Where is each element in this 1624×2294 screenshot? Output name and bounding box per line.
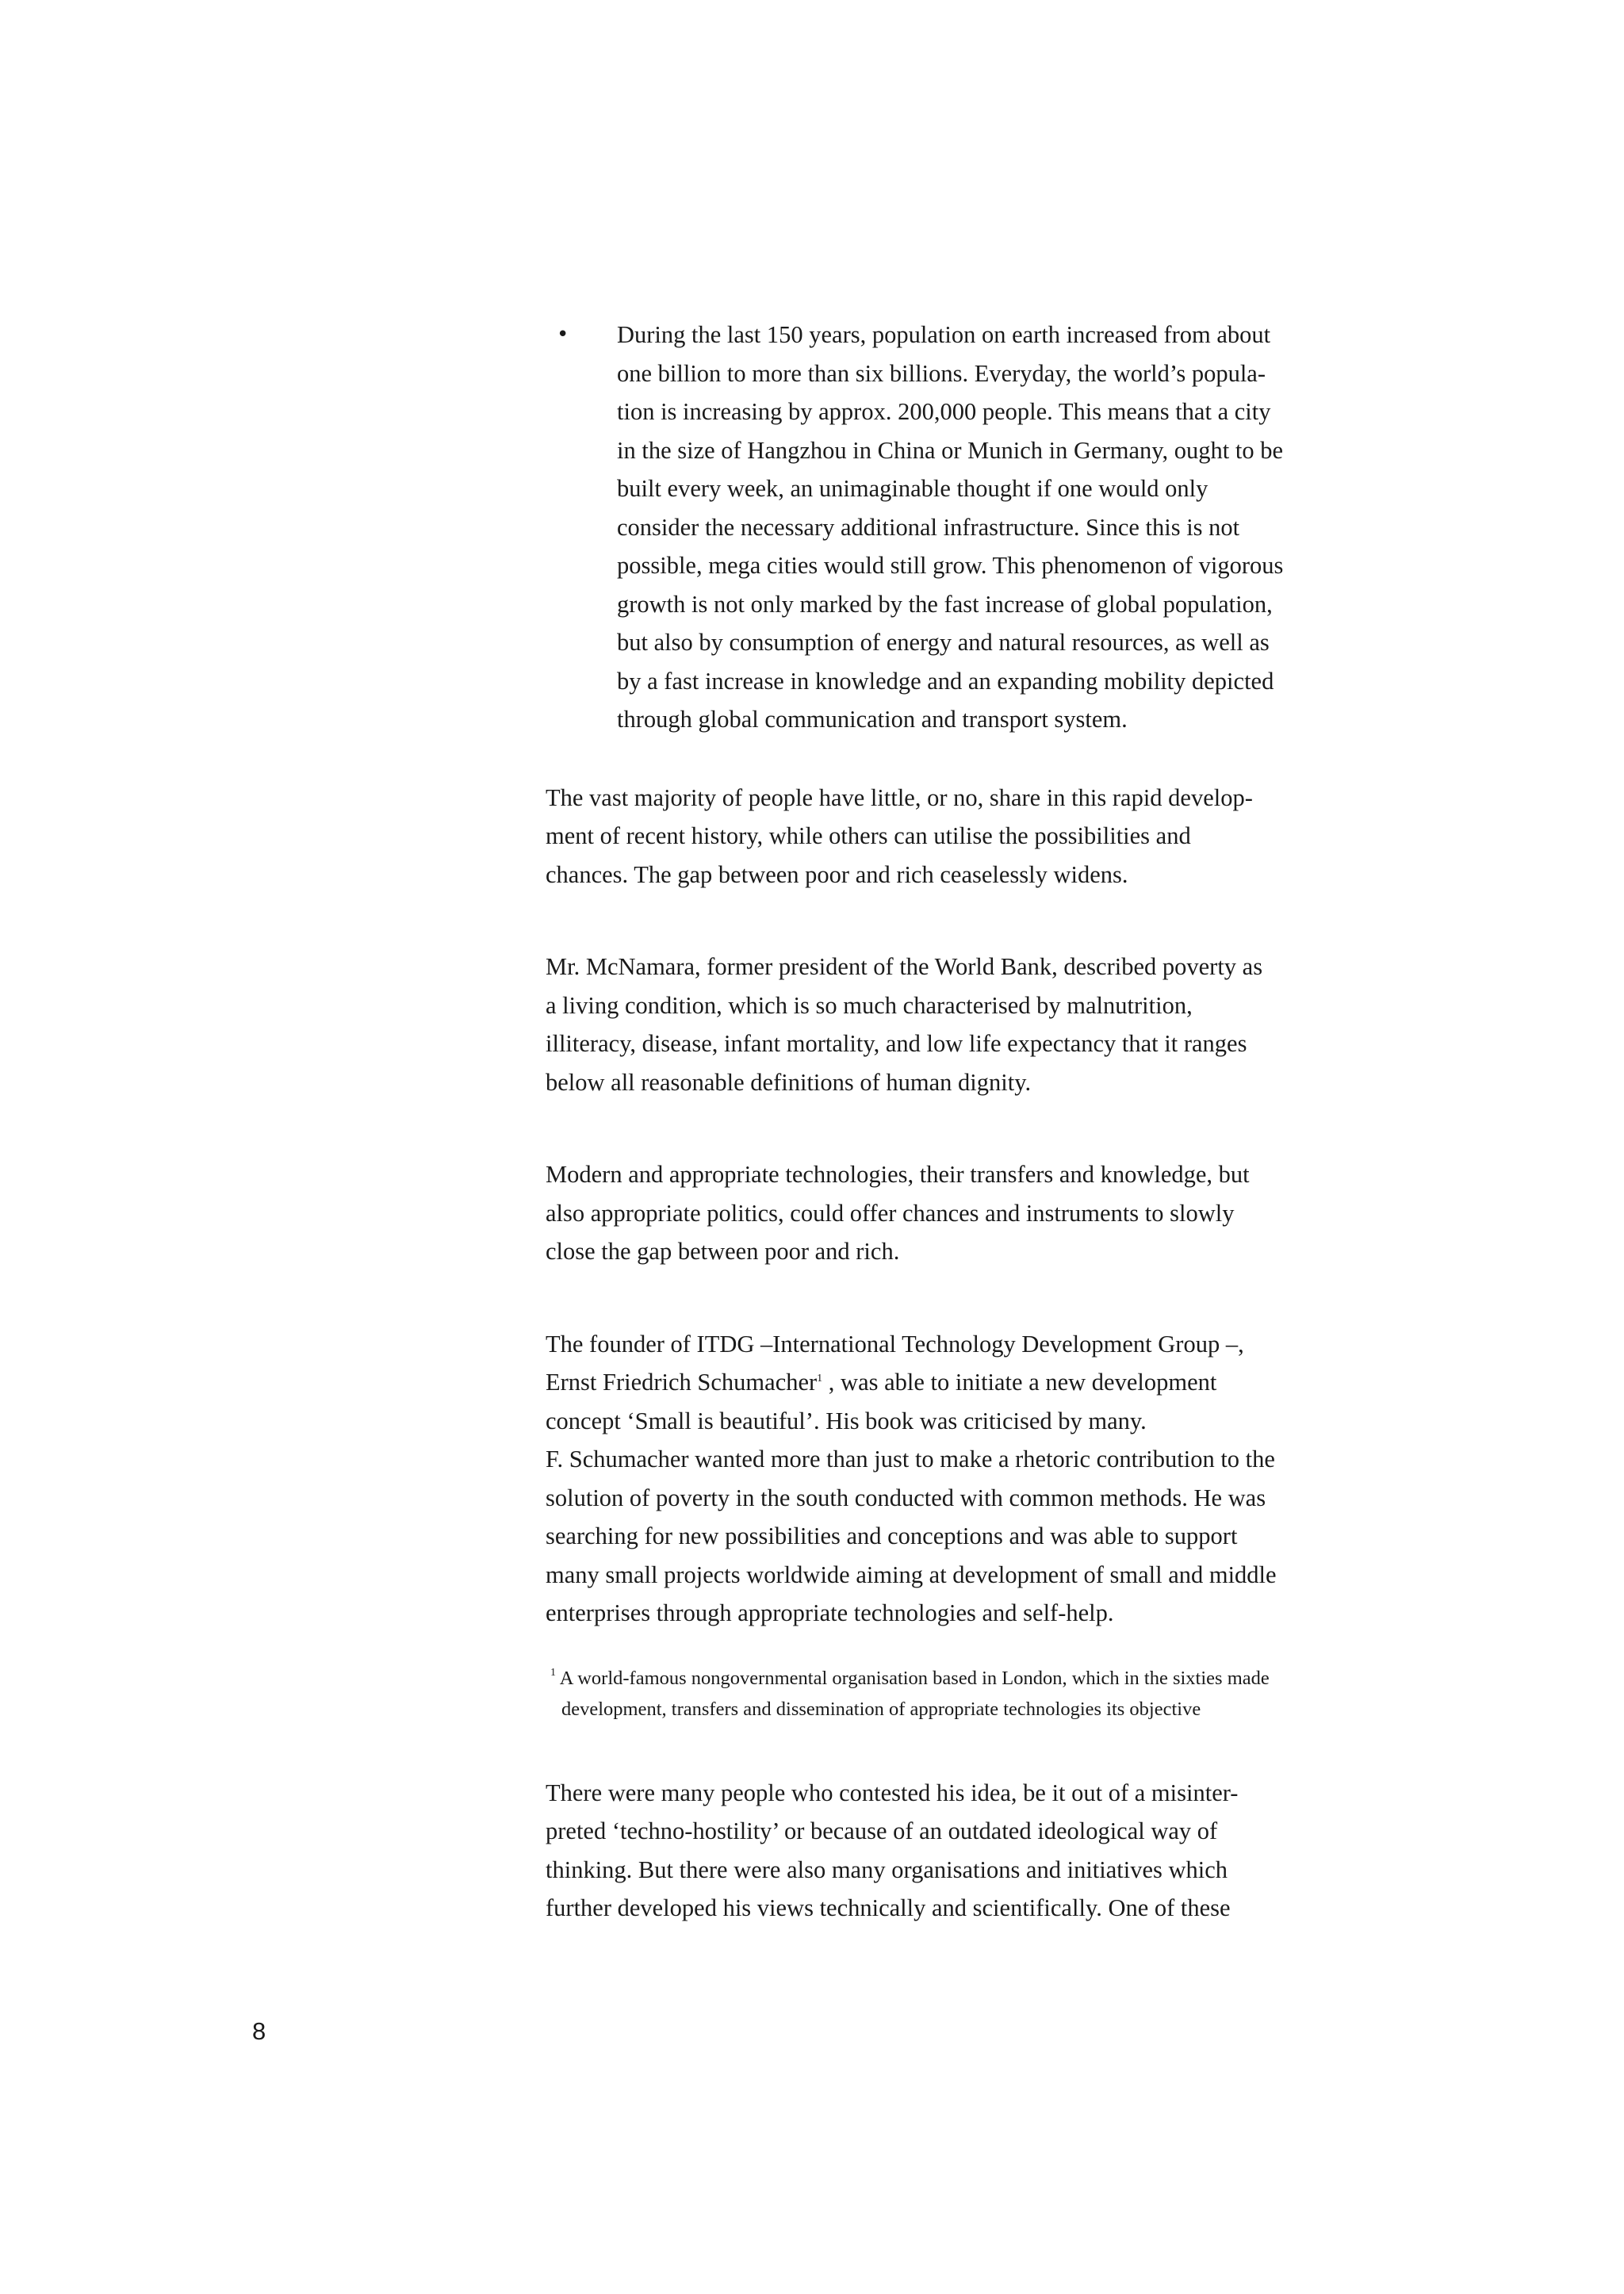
text-line: possible, mega cities would still grow. This phenomenon of vigorous [617, 552, 1284, 579]
text-line: ment of recent history, while others can utilise the possibilities and [546, 822, 1191, 849]
text-line: by a fast increase in knowledge and an expanding mobility depicted [617, 667, 1274, 695]
paragraph-schumacher [546, 1325, 1386, 1633]
footnote-line [550, 1663, 1386, 1694]
text-line: below all reasonable definitions of human dignity. [546, 1068, 1032, 1096]
text-fragment: Ernst Friedrich Schumacher [546, 1369, 818, 1396]
main-text-column [546, 316, 1386, 1928]
text-line: During the last 150 years, population on earth increased from about [617, 321, 1271, 348]
text-fragment: , was able to initiate a new development [822, 1369, 1217, 1396]
bullet-icon: • [557, 323, 569, 347]
text-line: searching for new possibilities and conceptions and was able to support [546, 1522, 1238, 1549]
text-line: tion is increasing by approx. 200,000 people. This means that a city [617, 398, 1271, 425]
text-line: Mr. McNamara, former president of the World Bank, described poverty as [546, 953, 1263, 980]
text-line: F. Schumacher wanted more than just to make a rhetoric contribution to the [546, 1446, 1275, 1473]
text-line: concept ‘Small is beautiful’. His book was criticised by many. [546, 1407, 1147, 1434]
bullet-point-population [546, 316, 1386, 739]
text-line: The founder of ITDG –International Technology Development Group –, [546, 1330, 1244, 1358]
text-line: but also by consumption of energy and natural resources, as well as [617, 629, 1270, 656]
paragraph-gap-poor-rich [546, 779, 1386, 894]
text-line-with-footnote-ref [546, 1363, 1386, 1402]
text-line: The vast majority of people have little, or no, share in this rapid develop- [546, 783, 1253, 811]
text-line: close the gap between poor and rich. [546, 1238, 900, 1265]
page-number: 8 [252, 2017, 266, 2045]
text-line: consider the necessary additional infrastructure. Since this is not [617, 513, 1240, 541]
text-line: further developed his views technically and scientifically. One of these [546, 1894, 1231, 1921]
text-line: built every week, an unimaginable thought if one would only [617, 475, 1208, 502]
footnote-line: development, transfers and dissemination of appropriate technologies its objective [561, 1698, 1201, 1720]
text-fragment: A world-famous nongovernmental organisation based in London, which in the sixties made [556, 1667, 1270, 1689]
text-line: thinking. But there were also many organisations and initiatives which [546, 1855, 1228, 1883]
text-line: chances. The gap between poor and rich ceaselessly widens. [546, 860, 1128, 888]
text-line: in the size of Hangzhou in China or Munich in Germany, ought to be [617, 436, 1283, 464]
paragraph-contested [546, 1774, 1386, 1928]
text-line: through global communication and transport system. [617, 706, 1128, 733]
footnote-marker: 1 [550, 1666, 556, 1679]
footnote [546, 1663, 1386, 1725]
footnote-reference: 1 [817, 1373, 823, 1384]
text-line: preted ‘techno-hostility’ or because of an outdated ideological way of [546, 1817, 1218, 1844]
paragraph-mcnamara [546, 948, 1386, 1101]
text-line: also appropriate politics, could offer chances and instruments to slowly [546, 1199, 1235, 1227]
text-line: There were many people who contested his idea, be it out of a misinter- [546, 1779, 1239, 1806]
text-line: enterprises through appropriate technologies and self-help. [546, 1599, 1114, 1626]
text-line: illiteracy, disease, infant mortality, and low life expectancy that it ranges [546, 1030, 1247, 1057]
text-line: solution of poverty in the south conducted with common methods. He was [546, 1484, 1266, 1511]
paragraph-technologies [546, 1155, 1386, 1271]
text-line: many small projects worldwide aiming at development of small and middle [546, 1561, 1277, 1588]
text-line: a living condition, which is so much characterised by malnutrition, [546, 991, 1193, 1019]
text-line: one billion to more than six billions. Everyday, the world’s popula- [617, 359, 1266, 387]
text-line: growth is not only marked by the fast increase of global population, [617, 590, 1273, 618]
text-line: Modern and appropriate technologies, their transfers and knowledge, but [546, 1161, 1250, 1188]
